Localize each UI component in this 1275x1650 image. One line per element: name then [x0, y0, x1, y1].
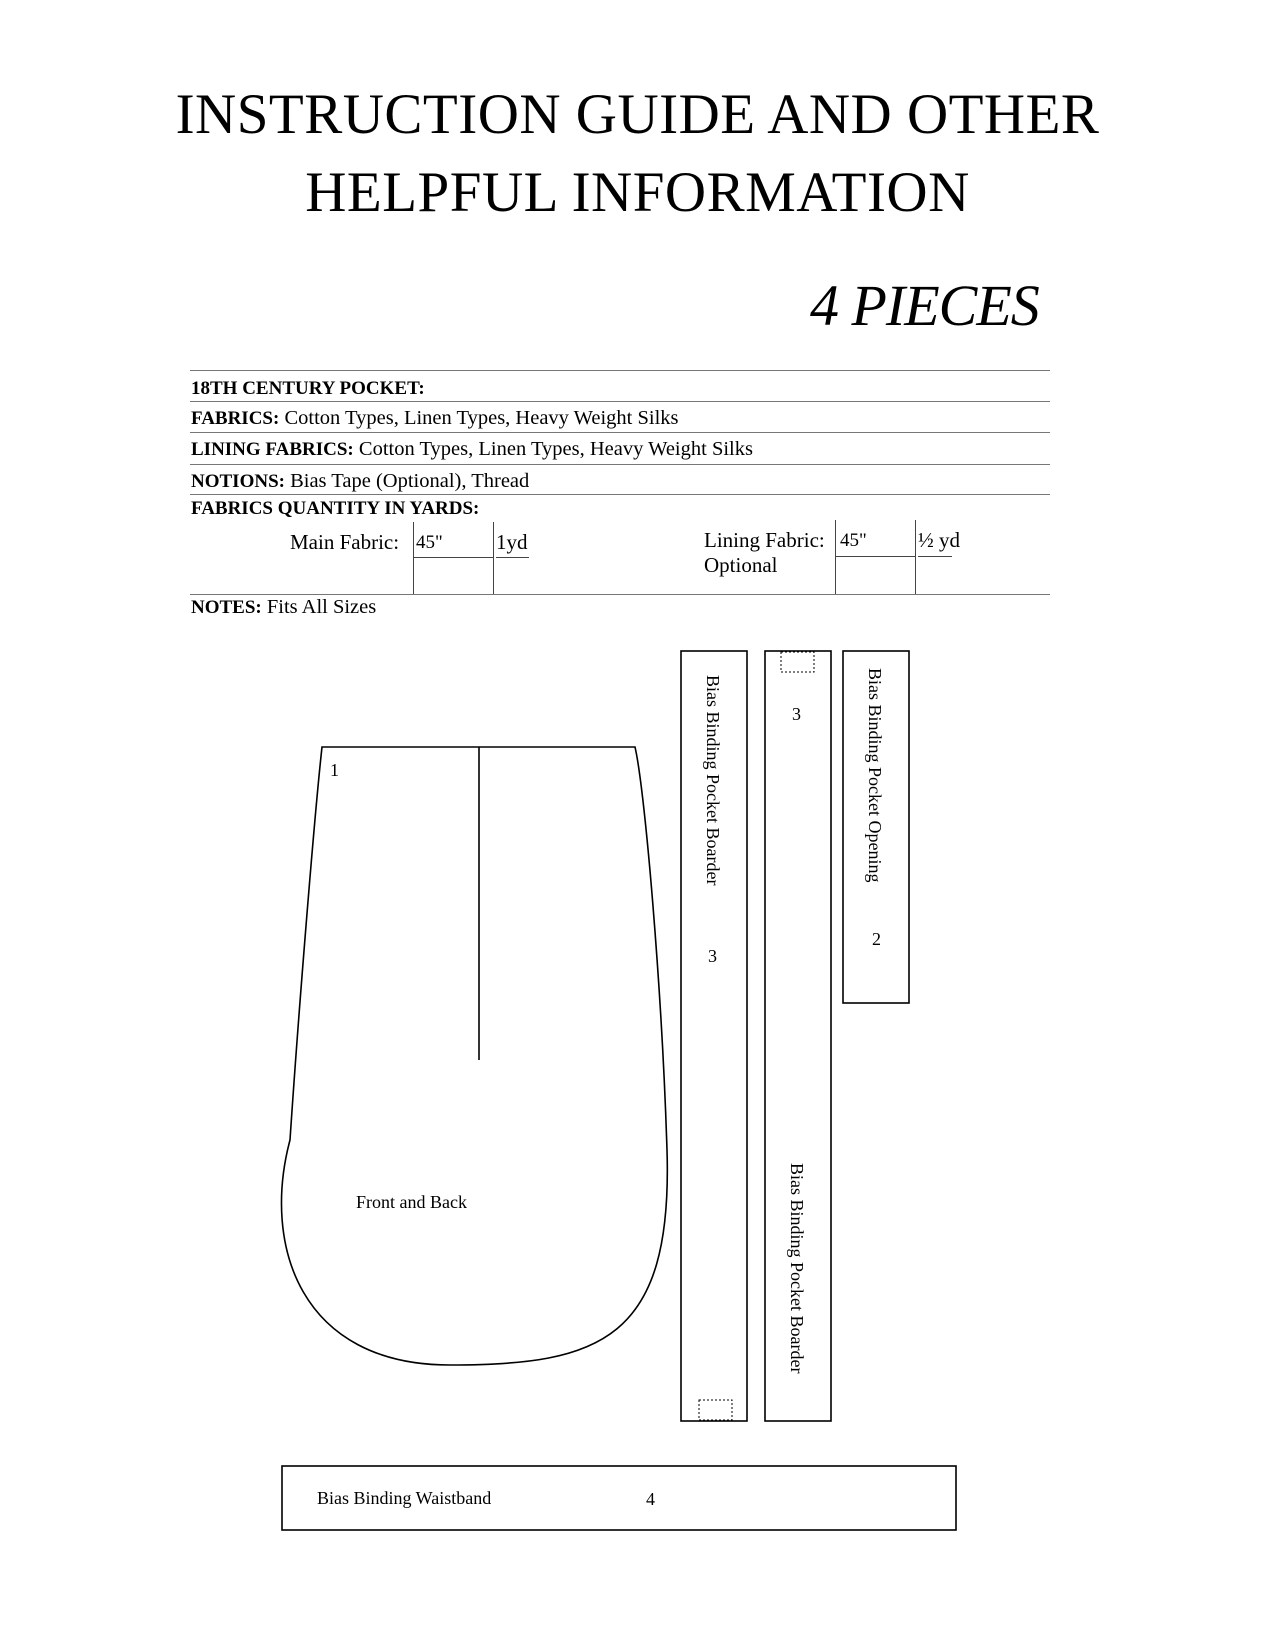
notes-value: Fits All Sizes	[266, 596, 377, 618]
lining-value: Cotton Types, Linen Types, Heavy Weight Silks	[358, 438, 753, 460]
piece2-label: Bias Binding Pocket Opening	[865, 668, 885, 883]
main-fabric-label: Main Fabric:	[290, 530, 400, 554]
notions-label: NOTIONS:	[191, 471, 285, 492]
corner-notch	[781, 652, 814, 672]
fabrics-label: FABRICS:	[191, 408, 280, 429]
piece1-number: 1	[330, 760, 339, 780]
lining-label: LINING FABRICS:	[191, 439, 354, 460]
title-line-2: HELPFUL INFORMATION	[305, 161, 970, 224]
lining-fabric-label: Lining Fabric:	[704, 528, 825, 552]
piece3b-number: 3	[792, 704, 801, 724]
project-label: 18TH CENTURY POCKET:	[191, 378, 425, 399]
main-fabric-width: 45"	[416, 532, 443, 553]
piece3a-number: 3	[708, 946, 717, 966]
lining-fabric-amount: ½ yd	[918, 528, 960, 552]
pocket-front-back-piece	[281, 747, 667, 1365]
notions-value: Bias Tape (Optional), Thread	[290, 470, 530, 492]
piece4-number: 4	[646, 1489, 655, 1509]
piece3a-label: Bias Binding Pocket Boarder	[703, 675, 723, 886]
notes-label: NOTES:	[191, 597, 262, 618]
piece2-number: 2	[872, 929, 881, 949]
quantity-label: FABRICS QUANTITY IN YARDS:	[191, 498, 480, 519]
piece1-label: Front and Back	[356, 1192, 467, 1212]
corner-notch	[699, 1400, 732, 1420]
fabrics-value: Cotton Types, Linen Types, Heavy Weight Silks	[284, 407, 679, 429]
piece4-label: Bias Binding Waistband	[317, 1488, 492, 1508]
title-line-1: INSTRUCTION GUIDE AND OTHER	[175, 83, 1100, 146]
lining-fabric-note: Optional	[704, 553, 778, 577]
pieces-count: 4 PIECES	[810, 273, 1039, 338]
lining-fabric-width: 45"	[840, 530, 867, 551]
main-fabric-amount: 1yd	[496, 530, 528, 554]
piece3b-label: Bias Binding Pocket Boarder	[787, 1163, 807, 1374]
